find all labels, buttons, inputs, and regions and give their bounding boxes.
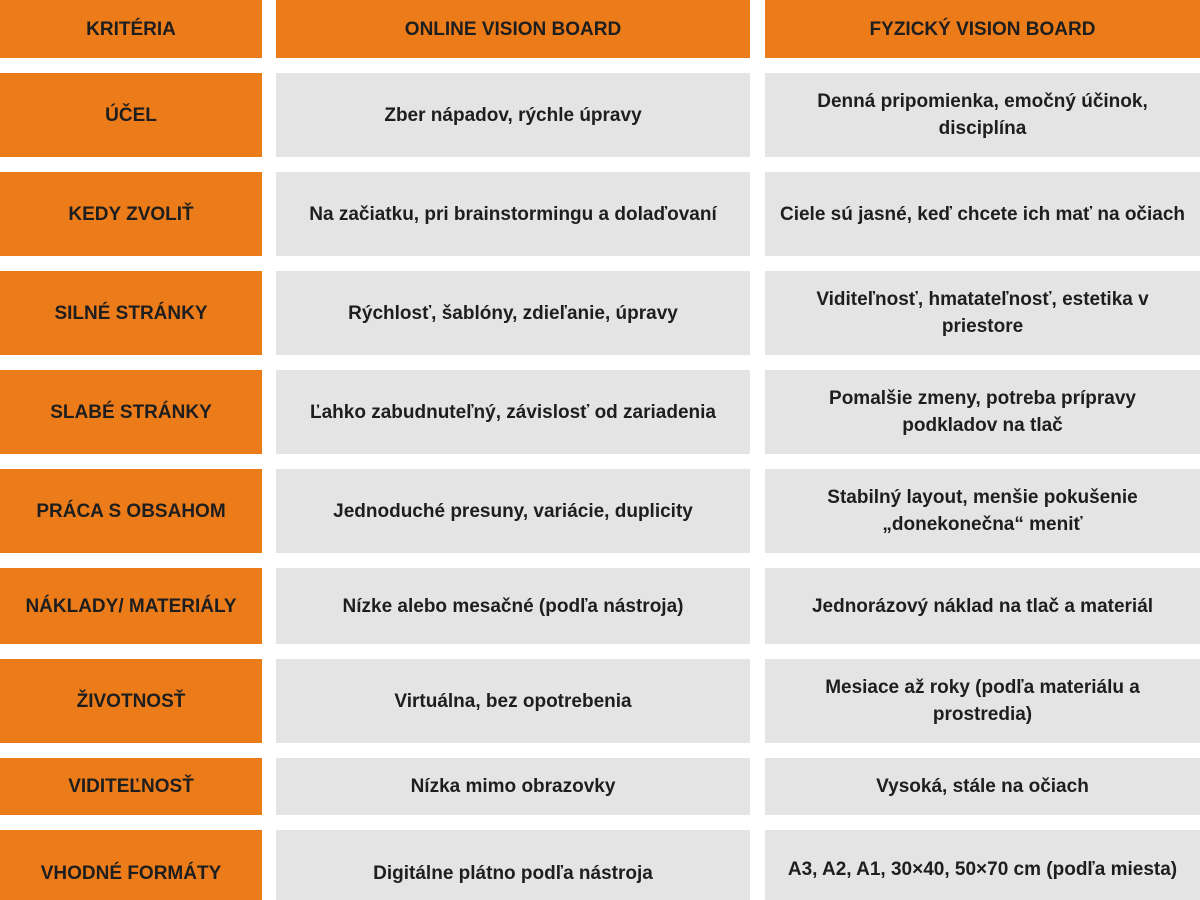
- criteria-cell: SILNÉ STRÁNKY: [0, 271, 262, 355]
- physical-cell: Pomalšie zmeny, potreba prípravy podkladov na tlač: [765, 370, 1200, 454]
- table-header-row: [0, 0, 1200, 58]
- table-row: [0, 73, 1200, 157]
- online-cell: Na začiatku, pri brainstormingu a dolaďovaní: [276, 172, 750, 256]
- criteria-cell: ŽIVOTNOSŤ: [0, 659, 262, 743]
- online-cell: Virtuálna, bez opotrebenia: [276, 659, 750, 743]
- criteria-cell: KEDY ZVOLIŤ: [0, 172, 262, 256]
- physical-cell: Mesiace až roky (podľa materiálu a prostredia): [765, 659, 1200, 743]
- criteria-cell: NÁKLADY/ MATERIÁLY: [0, 568, 262, 644]
- online-cell: Nízke alebo mesačné (podľa nástroja): [276, 568, 750, 644]
- physical-cell: Denná pripomienka, emočný účinok, disciplína: [765, 73, 1200, 157]
- criteria-cell: VIDITEĽNOSŤ: [0, 758, 262, 815]
- online-cell: Zber nápadov, rýchle úpravy: [276, 73, 750, 157]
- header-physical-vision-board: FYZICKÝ VISION BOARD: [765, 0, 1200, 58]
- online-cell: Nízka mimo obrazovky: [276, 758, 750, 815]
- table-row: [0, 659, 1200, 743]
- online-cell: Jednoduché presuny, variácie, duplicity: [276, 469, 750, 553]
- table-row: [0, 469, 1200, 553]
- table-row: [0, 830, 1200, 900]
- physical-cell: Jednorázový náklad na tlač a materiál: [765, 568, 1200, 644]
- table-row: [0, 271, 1200, 355]
- table-row: [0, 758, 1200, 815]
- criteria-cell: PRÁCA S OBSAHOM: [0, 469, 262, 553]
- table-row: [0, 370, 1200, 454]
- online-cell: Rýchlosť, šablóny, zdieľanie, úpravy: [276, 271, 750, 355]
- physical-cell: A3, A2, A1, 30×40, 50×70 cm (podľa miesta): [765, 830, 1200, 900]
- header-online-vision-board: ONLINE VISION BOARD: [276, 0, 750, 58]
- table-row: [0, 172, 1200, 256]
- criteria-cell: ÚČEL: [0, 73, 262, 157]
- online-cell: Ľahko zabudnuteľný, závislosť od zariadenia: [276, 370, 750, 454]
- physical-cell: Viditeľnosť, hmatateľnosť, estetika v priestore: [765, 271, 1200, 355]
- online-cell: Digitálne plátno podľa nástroja: [276, 830, 750, 900]
- header-criteria: KRITÉRIA: [0, 0, 262, 58]
- physical-cell: Ciele sú jasné, keď chcete ich mať na očiach: [765, 172, 1200, 256]
- criteria-cell: SLABÉ STRÁNKY: [0, 370, 262, 454]
- physical-cell: Stabilný layout, menšie pokušenie „donekonečna“ meniť: [765, 469, 1200, 553]
- physical-cell: Vysoká, stále na očiach: [765, 758, 1200, 815]
- criteria-cell: VHODNÉ FORMÁTY: [0, 830, 262, 900]
- table-row: [0, 568, 1200, 644]
